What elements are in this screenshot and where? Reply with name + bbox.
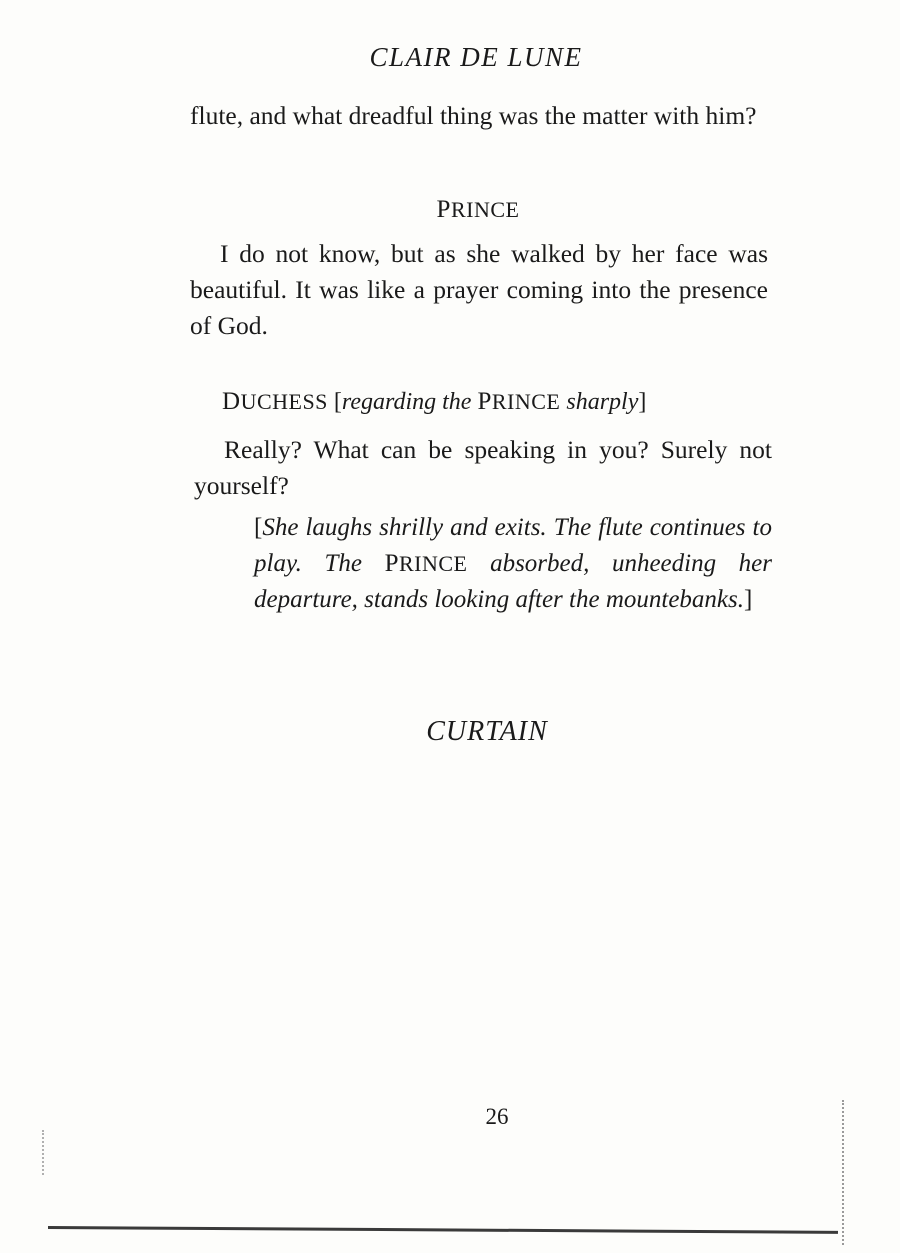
- direction-prince-rest: RINCE: [491, 389, 561, 414]
- stage-open-bracket: [: [254, 514, 263, 541]
- direction-text-1: regarding the: [341, 389, 472, 415]
- direction-prince-cap: P: [477, 388, 492, 415]
- stage-close-bracket: ]: [744, 586, 753, 613]
- stage-prince: [385, 551, 468, 576]
- paragraph-continued: flute, and what dreadful thing was the matter with him?: [190, 101, 757, 130]
- direction-close-bracket: ]: [638, 389, 647, 415]
- curtain-heading: CURTAIN: [426, 716, 548, 747]
- speaker-duchess: [222, 389, 328, 414]
- speaker-duchess-line: [222, 388, 646, 416]
- left-edge-mark: [42, 1130, 46, 1175]
- stage-direction: [254, 510, 772, 618]
- speaker-prince: [0, 196, 900, 224]
- stage-prince-cap: P: [384, 550, 399, 577]
- stage-text-2: absorbed, unheeding her departure, stands looking after the mountebanks.: [254, 550, 772, 613]
- duchess-speech: Really? What can be speaking in you? Surely not yourself?: [194, 435, 772, 500]
- running-head: CLAIR DE LUNE: [369, 42, 583, 72]
- stage-prince-rest: RINCE: [398, 551, 468, 576]
- speaker-prince-cap: P: [436, 196, 451, 223]
- speaker-duchess-rest: UCHESS: [240, 389, 328, 414]
- speaker-duchess-cap: D: [222, 388, 241, 415]
- page-number: 26: [485, 1104, 509, 1129]
- right-edge-mark: [842, 1100, 846, 1245]
- bottom-edge-line: [48, 1226, 838, 1234]
- speaker-prince-rest: RINCE: [450, 197, 520, 222]
- direction-open-bracket: [: [333, 389, 342, 415]
- direction-prince: [477, 389, 560, 414]
- prince-speech: I do not know, but as she walked by her face was beautiful. It was like a prayer coming into the presence of God.: [190, 239, 768, 340]
- stage-text-1: She laughs shrilly and exits. The flute continues to play. The: [254, 514, 772, 577]
- direction-text-2: sharply: [566, 389, 639, 415]
